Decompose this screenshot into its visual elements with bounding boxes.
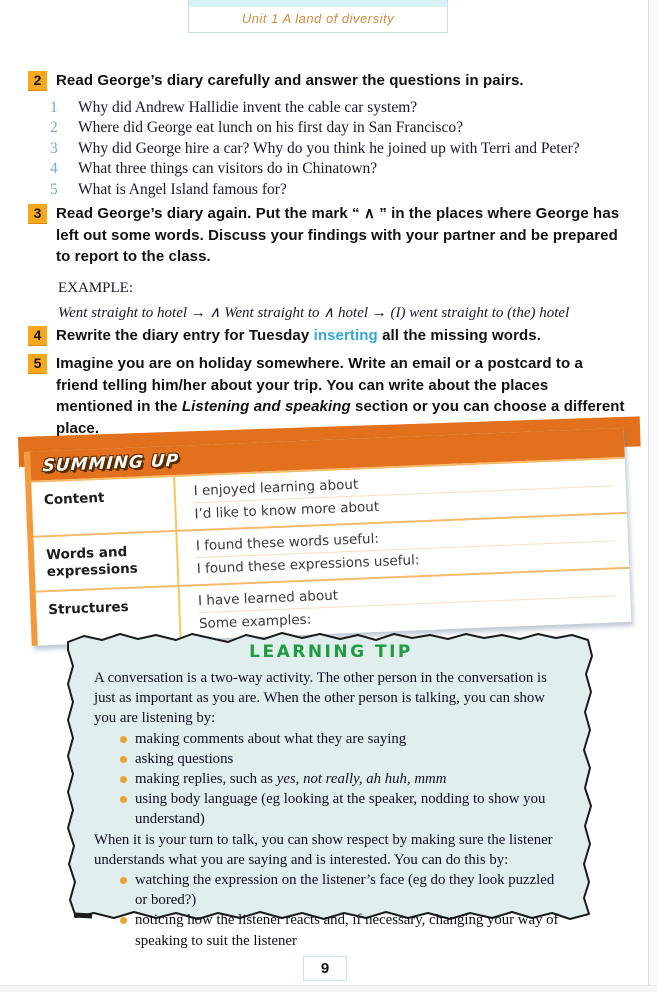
exercise-3 (28, 203, 628, 322)
bullet-dot-icon (120, 756, 127, 763)
tip-bullet (120, 749, 568, 769)
question-number: 5 (50, 180, 58, 198)
bullet-dot-icon (120, 877, 127, 884)
tip-bullet (120, 769, 568, 789)
bullet-dot-icon (120, 736, 127, 743)
row-label: Words and expressions (33, 532, 179, 591)
tip-bullet (120, 729, 568, 749)
question-text: Why did George hire a car? Why do you think he joined up with Terri and Peter? (78, 139, 580, 157)
question-text: What is Angel Island famous for? (78, 180, 287, 198)
exercise-3-instruction: Read George’s diary again. Put the mark “ ∧ ” in the places where George has left out some words. Discuss your findings with your partner and be prepared to report to the class. (56, 205, 620, 265)
question-text: Why did Andrew Hallidie invent the cable car system? (78, 98, 418, 116)
row-label: Structures (36, 587, 182, 646)
page-number: 9 (303, 956, 347, 981)
bullet-text: using body language (eg looking at the speaker, nodding to show you understand) (135, 791, 546, 828)
tip-bullet (120, 789, 568, 829)
question-number: 1 (50, 98, 58, 116)
instruction-text: Rewrite the diary entry for Tuesday (56, 327, 314, 344)
exercise-2-question-list (28, 98, 628, 201)
row-label: Content (31, 477, 177, 536)
exercise-4 (28, 325, 628, 347)
bullet-text: asking questions (135, 750, 234, 767)
question-number: 3 (50, 139, 58, 157)
bullet-text: watching the expression on the listener’s face (eg do they look puzzled or bored?) (135, 872, 555, 909)
page-scan-bottom-edge (0, 985, 657, 992)
bullet-text: noticing how the listener reacts and, if necessary, changing your way of speaking to suit the listener (135, 912, 559, 949)
bullet-text: making replies, such as (135, 771, 277, 788)
bullet-text: making comments about what they are saying (135, 730, 407, 747)
unit-header-decorative-strip (189, 0, 447, 7)
bullet-dot-icon (120, 917, 127, 924)
question-number: 4 (50, 160, 58, 177)
instruction-text: all the missing words. (377, 327, 541, 344)
exercise-2-instruction: Read George’s diary carefully and answer the questions in pairs. (56, 72, 524, 89)
row-line: I found these words useful: (195, 518, 614, 558)
tip-bullet-list (120, 729, 568, 830)
question-number: 2 (50, 119, 58, 136)
example-label: EXAMPLE: (58, 279, 133, 296)
row-line: I’d like to know more about (194, 498, 380, 523)
example-text: Went straight to hotel → ∧ Went straight to ∧ hotel → (I) went straight to (the) hotel (58, 304, 570, 321)
tip-paragraph: A conversation is a two-way activity. The other person in the conversation is just as important as you are. When the other person is talking, you can show you are listening by: (94, 670, 547, 727)
instruction-text: section or you can choose a different place. (56, 398, 625, 437)
highlighted-word: inserting (313, 327, 378, 344)
exercise-3-number-badge: 3 (28, 204, 47, 224)
question-text: Where did George eat lunch on his first day in San Francisco? (78, 119, 463, 136)
unit-title: Unit 1 A land of diversity (241, 11, 395, 26)
question-text: What three things can visitors do in Chinatown? (78, 160, 378, 177)
row-line: I enjoyed learning about (193, 463, 612, 503)
tip-bullet (120, 910, 568, 950)
exercise-5-number-badge: 5 (28, 354, 47, 374)
row-line: Some examples: (198, 611, 312, 633)
exercise-4-instruction (56, 325, 541, 347)
row-line: I have learned about (198, 573, 617, 613)
bullet-text-italic: yes, not really, ah huh, mmm (276, 771, 447, 788)
summing-up-table (24, 428, 631, 646)
learning-tip-title: LEARNING TIP (249, 642, 413, 662)
question-item (28, 139, 628, 160)
question-item (28, 180, 628, 201)
page-scan-right-edge (648, 0, 657, 992)
exercise-4-number-badge: 4 (28, 326, 47, 346)
row-line: I found these expressions useful: (196, 552, 420, 578)
tip-bullet (120, 870, 568, 910)
instruction-text: Imagine you are on holiday somewhere. Write an email or a postcard to a friend telling him/her about your trip. You can write about the places mentioned in the (56, 355, 583, 415)
exercise-2-number-badge: 2 (28, 71, 47, 91)
bullet-dot-icon (120, 776, 127, 783)
bullet-dot-icon (120, 796, 127, 803)
italic-section-name: Listening and speaking (181, 398, 351, 415)
question-item (28, 118, 628, 139)
unit-header-box (188, 0, 448, 33)
exercise-2 (28, 70, 628, 200)
summing-up-title: SUMMING UP (41, 450, 180, 476)
learning-tip-box (58, 626, 598, 949)
question-item (28, 98, 628, 119)
tip-bullet-list (120, 870, 568, 951)
question-item (28, 159, 628, 180)
tip-paragraph: When it is your turn to talk, you can show respect by making sure the listener understands what you are saying and is interested. You can do this by: (94, 831, 553, 868)
